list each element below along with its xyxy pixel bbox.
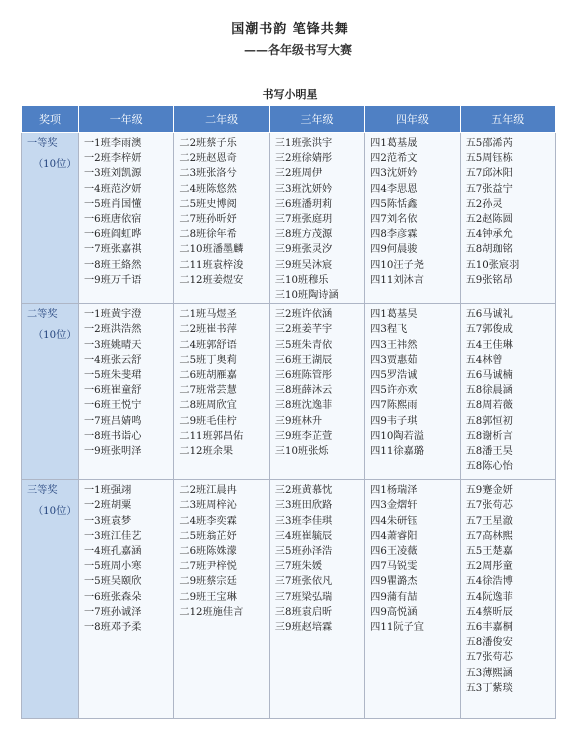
- award-count: （10位）: [33, 159, 77, 171]
- winner-entry: 五4阮逸菲: [465, 591, 513, 603]
- winner-entry: 三2班黄慕忱: [274, 485, 333, 497]
- winner-entry: 一7班张嘉祺: [84, 244, 142, 256]
- winner-entry: 五5邵浠芮: [465, 138, 513, 149]
- award-name: 二等奖: [27, 309, 58, 321]
- winner-entry: 四4朱研钰: [370, 515, 418, 527]
- winner-entry: 四1葛基晟: [370, 138, 418, 149]
- winner-entry: 三6班王湖辰: [274, 354, 333, 366]
- winner-entry: 二5班史博阅: [179, 198, 237, 210]
- winner-entry: 一7班孙诚泽: [84, 606, 142, 618]
- winner-entry: 五6马诚楠: [465, 370, 513, 382]
- winner-entry: 五8陈心怡: [465, 461, 513, 473]
- winner-entry: 五4林曾: [465, 354, 503, 366]
- winner-entry: 三2班徐婧彤: [274, 153, 333, 165]
- winner-entry: 五7高林熙: [465, 530, 513, 542]
- winner-entry: 二5班丁奥莉: [179, 354, 237, 366]
- winner-entry: 二6班陈姝濛: [179, 546, 237, 558]
- header-award: 奖项: [22, 106, 79, 133]
- winner-entry: 三7班张庭玥: [274, 214, 333, 226]
- winner-entry: 二3班周梓沁: [179, 500, 237, 512]
- winner-entry: 五9张铭昂: [465, 274, 513, 286]
- winner-entry: 五8潘俊安: [465, 637, 513, 649]
- winner-entry: 二6班胡雁嘉: [179, 370, 237, 382]
- award-count: （10位）: [33, 506, 77, 518]
- winner-entry: 二4班陈悠然: [179, 183, 237, 195]
- winner-entry: 一1班黄宇澄: [84, 309, 142, 321]
- winner-entry: 五5王楚嘉: [465, 546, 513, 558]
- winner-entry: 四1杨瑞泽: [370, 485, 418, 497]
- grade-1-cell: [79, 133, 174, 304]
- grade-4-cell: [365, 304, 460, 480]
- winner-entry: 一3班姚晴天: [84, 339, 142, 351]
- winner-entry: 一4班孔嘉涵: [84, 546, 142, 558]
- winner-entry: 四3贾惠茹: [370, 354, 418, 366]
- winner-entry: 三9班吴沐宸: [274, 259, 333, 271]
- award-cell: [22, 304, 79, 480]
- winner-entry: 五7邱沐阳: [465, 168, 513, 180]
- grade-5-cell: [460, 304, 555, 480]
- winner-entry: 五9蹇金妍: [465, 485, 513, 497]
- winner-entry: 五4徐浩博: [465, 576, 513, 588]
- winner-entry: 三2班周伊: [274, 168, 323, 180]
- winner-entry: 五6丰嘉桐: [465, 622, 513, 634]
- grade-2-cell: [174, 304, 269, 480]
- winner-entry: 四9蒲有喆: [370, 591, 418, 603]
- winner-entry: 五2孙灵: [465, 198, 503, 210]
- header-grade-2: 二年级: [174, 106, 269, 133]
- winner-entry: 一3班刘凯源: [84, 168, 142, 180]
- winner-entry: 一6班张森朵: [84, 591, 142, 603]
- winner-entry: 五8周若薇: [465, 400, 513, 412]
- winner-entry: 一1班李雨澳: [84, 138, 142, 149]
- winner-entry: 四6王凌薇: [370, 546, 418, 558]
- winner-entry: 三8班方茂源: [274, 229, 333, 241]
- winner-entry: 一9班张明泽: [84, 446, 142, 458]
- page-subtitle: ——各年级书写大赛: [244, 43, 353, 57]
- winner-entry: 三6班潘玥莉: [274, 198, 333, 210]
- winner-entry: 二9班蔡宗廷: [179, 576, 237, 588]
- header-grade-1: 一年级: [79, 106, 174, 133]
- winner-entry: 二12班余果: [179, 446, 234, 458]
- award-cell: [22, 480, 79, 719]
- winner-entry: 一5班朱斐珺: [84, 370, 142, 382]
- winner-entry: 五8徐晨涵: [465, 385, 513, 397]
- winner-entry: 五8谢析言: [465, 430, 513, 442]
- winner-entry: 三8班袁启昕: [274, 606, 333, 618]
- winner-entry: 五7张益宁: [465, 183, 513, 195]
- winner-entry: 二12班施佳言: [179, 606, 244, 618]
- winner-entry: 四3金熠轩: [370, 500, 418, 512]
- winner-entry: 一8班书诣心: [84, 430, 142, 442]
- winner-entry: 三9班李芷萱: [274, 430, 333, 442]
- winner-entry: 四9韦子琪: [370, 415, 418, 427]
- winner-entry: 二8班徐年希: [179, 229, 237, 241]
- winner-entry: 一2班李梓妍: [84, 153, 142, 165]
- header-grade-3: 三年级: [269, 106, 364, 133]
- winner-entry: 三7班张依凡: [274, 576, 333, 588]
- winner-entry: 五3丁紫琰: [465, 682, 513, 694]
- award-name: 一等奖: [27, 138, 58, 149]
- winner-entry: 一9班万千语: [84, 274, 142, 286]
- winner-entry: 一3班江佳艺: [84, 530, 142, 542]
- winner-entry: 四4李思恩: [370, 183, 418, 195]
- winner-entry: 三3班沈妍妗: [274, 183, 333, 195]
- winner-entry: 二7班孙昕妤: [179, 214, 237, 226]
- winner-entry: 二7班尹梓悦: [179, 561, 237, 573]
- winner-entry: 五8郭恒初: [465, 415, 513, 427]
- winner-entry: 四2范希文: [370, 153, 418, 165]
- grade-2-cell: [174, 480, 269, 719]
- winner-entry: 三9班张灵汐: [274, 244, 333, 256]
- grade-4-cell: [365, 133, 460, 304]
- winner-entry: 一4班张云舒: [84, 354, 142, 366]
- winner-entry: 三8班沈逸菲: [274, 400, 333, 412]
- winner-entry: 五4蔡昕辰: [465, 606, 513, 618]
- header-grade-5: 五年级: [460, 106, 555, 133]
- grade-2-cell: [174, 133, 269, 304]
- winner-entry: 三2班许依涵: [274, 309, 333, 321]
- winner-entry: 五2赵陈圆: [465, 214, 513, 226]
- winner-entry: 四8李彦霖: [370, 229, 418, 241]
- grade-4-cell: [365, 480, 460, 719]
- winner-entry: 四1葛基昊: [370, 309, 418, 321]
- winner-entry: 五8潘王昊: [465, 446, 513, 458]
- winner-entry: 三3班李佳琪: [274, 515, 333, 527]
- winner-entry: 三1班张洪宇: [274, 138, 333, 149]
- winner-entry: 二7班常芸慧: [179, 385, 237, 397]
- winner-entry: 一5班肖国懂: [84, 198, 142, 210]
- winner-entry: 四9何晨骏: [370, 244, 418, 256]
- winner-entry: 四9高悦涵: [370, 606, 418, 618]
- winner-entry: 一6班唐依宿: [84, 214, 142, 226]
- winner-entry: 四3王祎然: [370, 339, 418, 351]
- grade-3-cell: [269, 304, 364, 480]
- winner-entry: 五3薄熙涵: [465, 667, 513, 679]
- table-row: [22, 133, 556, 304]
- winner-entry: 二2班赵恩奇: [179, 153, 237, 165]
- winner-entry: 四7马锐雯: [370, 561, 418, 573]
- award-count: （10位）: [33, 330, 77, 342]
- awards-table: [21, 105, 556, 719]
- winner-entry: 一5班吴颐欣: [84, 576, 142, 588]
- winner-entry: 三5班孙泽浩: [274, 546, 333, 558]
- winner-entry: 三5班朱青依: [274, 339, 333, 351]
- winner-entry: 五5周钰栋: [465, 153, 513, 165]
- grade-1-cell: [79, 304, 174, 480]
- winner-entry: 二4班李奕霖: [179, 515, 237, 527]
- winner-entry: 一7班吕婧鸣: [84, 415, 142, 427]
- winner-entry: 一4班范汐妍: [84, 183, 142, 195]
- winner-entry: 一2班洪浩然: [84, 324, 142, 336]
- winner-entry: 三7班朱媛: [274, 561, 323, 573]
- section-title: 书写小明星: [262, 88, 318, 101]
- winner-entry: 二10班潘墨麟: [179, 244, 244, 256]
- winner-entry: 二11班袁梓浚: [179, 259, 244, 271]
- header-grade-4: 四年级: [365, 106, 460, 133]
- winner-entry: 二9班毛佳柠: [179, 415, 237, 427]
- winner-entry: 五7郭俊成: [465, 324, 513, 336]
- winner-entry: 二8班周欣宜: [179, 400, 237, 412]
- winner-entry: 四11阮子宜: [370, 622, 424, 634]
- winner-entry: 一5班周小寒: [84, 561, 142, 573]
- winner-entry: 四4萧睿阳: [370, 530, 418, 542]
- winner-entry: 一6班王悦宁: [84, 400, 142, 412]
- winner-entry: 二9班王宝琳: [179, 591, 237, 603]
- winner-entry: 五10张宸羽: [465, 259, 520, 271]
- winner-entry: 一8班邓予柔: [84, 622, 142, 634]
- winner-entry: 四3程飞: [370, 324, 408, 336]
- winner-entry: 二11班郭昌佑: [179, 430, 244, 442]
- winner-entry: 五8胡珈铭: [465, 244, 513, 256]
- winner-entry: 一6班崔童舒: [84, 385, 142, 397]
- winner-entry: 五7张苟芯: [465, 652, 513, 664]
- award-cell: [22, 133, 79, 304]
- winner-entry: 四5陈恬鑫: [370, 198, 418, 210]
- table-header-row: [22, 106, 556, 133]
- winner-entry: 二4班郭舒语: [179, 339, 237, 351]
- winner-entry: 四3沈妍妗: [370, 168, 418, 180]
- winner-entry: 一8班王絡然: [84, 259, 142, 271]
- grade-1-cell: [79, 480, 174, 719]
- winner-entry: 四10汪子尧: [370, 259, 424, 271]
- winner-entry: 三9班赵培霖: [274, 622, 333, 634]
- winner-entry: 四5许亦欢: [370, 385, 418, 397]
- winner-entry: 五7张苟芯: [465, 500, 513, 512]
- table-row: [22, 480, 556, 719]
- winner-entry: 五4王佳琳: [465, 339, 513, 351]
- winner-entry: 五6马诚礼: [465, 309, 513, 321]
- winner-entry: 五2周彤童: [465, 561, 513, 573]
- winner-entry: 五4钟承允: [465, 229, 513, 241]
- winner-entry: 三10班陶诗涵: [274, 290, 339, 302]
- winner-entry: 二12班姜煜安: [179, 274, 244, 286]
- winner-entry: 三6班陈管彤: [274, 370, 333, 382]
- winner-entry: 一2班胡粟: [84, 500, 132, 512]
- winner-entry: 二1班马煜圣: [179, 309, 237, 321]
- winner-entry: 四7刘名依: [370, 214, 418, 226]
- winner-entry: 一1班强翊: [84, 485, 132, 497]
- winner-entry: 三8班薛沐云: [274, 385, 333, 397]
- table-row: [22, 304, 556, 480]
- winner-entry: 一3班袁梦: [84, 515, 132, 527]
- grade-3-cell: [269, 480, 364, 719]
- grade-5-cell: [460, 480, 555, 719]
- winner-entry: 二2班崔书萍: [179, 324, 237, 336]
- page-title: 国潮书韵 笔锋共舞: [231, 22, 349, 37]
- winner-entry: 三2班姜芊宇: [274, 324, 333, 336]
- winner-entry: 五7王星澈: [465, 515, 513, 527]
- winner-entry: 三10班穆乐: [274, 274, 329, 286]
- winner-entry: 三7班梁弘瑞: [274, 591, 333, 603]
- grade-5-cell: [460, 133, 555, 304]
- winner-entry: 二5班翁芷妤: [179, 530, 237, 542]
- winner-entry: 二2班蔡子乐: [179, 138, 237, 149]
- winner-entry: 三9班林升: [274, 415, 323, 427]
- winner-entry: 四5罗浩诚: [370, 370, 418, 382]
- winner-entry: 一6班阎虹晔: [84, 229, 142, 241]
- winner-entry: 四11刘沐言: [370, 274, 424, 286]
- winner-entry: 四7陈熙雨: [370, 400, 418, 412]
- winner-entry: 四11徐嘉璐: [370, 446, 424, 458]
- award-name: 三等奖: [27, 485, 58, 497]
- winner-entry: 三10班张烁: [274, 446, 329, 458]
- grade-3-cell: [269, 133, 364, 304]
- table-body: [22, 133, 556, 719]
- winner-entry: 四10陶若溢: [370, 430, 424, 442]
- winner-entry: 三3班田欣路: [274, 500, 333, 512]
- winner-entry: 二3班张洛兮: [179, 168, 237, 180]
- winner-entry: 三4班崔毓辰: [274, 530, 333, 542]
- winner-entry: 四9瞿潞杰: [370, 576, 418, 588]
- winner-entry: 二2班江晨冉: [179, 485, 237, 497]
